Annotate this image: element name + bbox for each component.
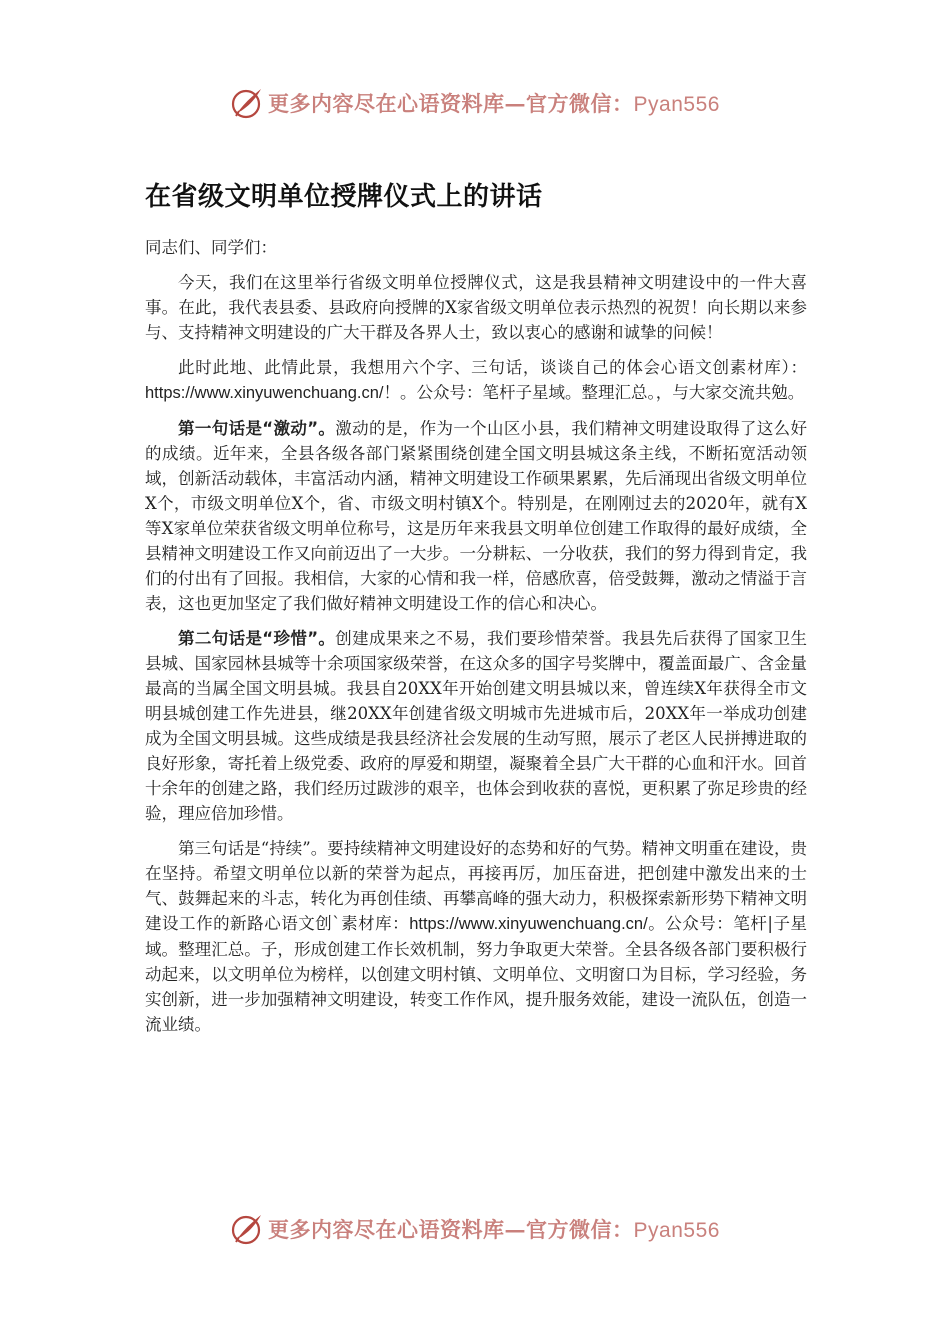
quill-pen-logo-icon [230,1212,264,1246]
document-body [145,176,807,1047]
document-title: 在省级文明单位授牌仪式上的讲话 [145,182,543,212]
paragraph-2: 此时此地、此情此景，我想用六个字、三句话，谈谈自己的体会心语文创素材库）：https://www.xinyuwenchuang.cn/！。公众号：笔杆子星域。整理汇总。，与大家交流共勉。 [145,358,807,402]
wechat-id: Pyan556 [633,93,720,116]
paragraph-5: 第三句话是“持续”。要持续精神文明建设好的态势和好的气势。精神文明重在建设，贵在坚持。希望文明单位以新的荣誉为起点，再接再厉，加压奋进，把创建中激发出来的士气、鼓舞起来的斗志，转化为再创佳绩、再攀高峰的强大动力，积极探索新形势下精神文明建设工作的新路心语文创`素材库：https://www.xinyuwenchuang.cn/。公众号：笔杆|子星域。整理汇总。子，形成创建工作长效机制，努力争取更大荣誉。全县各级各部门要积极行动起来，以文明单位为榜样，以创建文明村镇、文明单位、文明窗口为目标，学习经验，务实创新，进一步加强精神文明建设，转变工作作风，提升服务效能，建设一流队伍，创造一流业绩。 [145,839,808,1034]
salutation: 同志们、同学们： [145,238,277,257]
paragraph-3-lead: 第一句话是“激动”。 [178,419,336,438]
paragraph-4: 第二句话是“珍惜”。创建成果来之不易，我们要珍惜荣誉。我县先后获得了国家卫生县城、国家园林县城等十余项国家级荣誉，在这众多的国字号奖牌中，覆盖面最广、含金量最高的当属全国文明县城。我县自20XX年开始创建文明县城以来，曾连续X年获得全市文明县城创建工作先进县，继20XX年创建省级文明城市先进城市后，20XX年一举成功创建成为全国文明县城。这些成绩是我县经济社会发展的生动写照，展示了老区人民拼搏进取的良好形象，寄托着上级党委、政府的厚爱和期望，凝聚着全县广大干群的心血和汗水。回首十余年的创建之路，我们经历过跋涉的艰辛，也体会到收获的喜悦，更积累了弥足珍贵的经验，理应倍加珍惜。 [145,629,807,823]
source-url: https://www.xinyuwenchuang.cn/ [145,384,384,402]
banner-text: 更多内容尽在心语资料库—官方微信：Pyan556 [268,1217,720,1242]
paragraph-3: 第一句话是“激动”。激动的是，作为一个山区小县，我们精神文明建设取得了这么好的成绩。近年来，全县各级各部门紧紧围绕创建全国文明县城这条主线，不断拓宽活动领域，创新活动载体，丰富活动内涵，精神文明建设工作硕果累累，先后涌现出省级文明单位X个，市级文明单位X个，省、市级文明村镇X个。特别是，在刚刚过去的2020年，就有X等X家单位荣获省级文明单位称号，这是历年来我县文明单位创建工作取得的最好成绩，全县精神文明建设工作又向前迈出了一大步。一分耕耘、一分收获，我们的努力得到肯定，我们的付出有了回报。我相信，大家的心情和我一样，倍感欣喜，倍受鼓舞，激动之情溢于言表，这也更加坚定了我们做好精神文明建设工作的信心和决心。 [145,419,807,613]
footer-banner [0,1212,950,1246]
source-url: https://www.xinyuwenchuang.cn/ [409,915,648,933]
header-banner [0,86,950,120]
paragraph-4-lead: 第二句话是“珍惜”。 [178,629,336,648]
paragraph-1: 今天，我们在这里举行省级文明单位授牌仪式，这是我县精神文明建设中的一件大喜事。在此，我代表县委、县政府向授牌的X家省级文明单位表示热烈的祝贺！向长期以来参与、支持精神文明建设的广大干群及各界人士，致以衷心的感谢和诚挚的问候！ [145,273,807,342]
wechat-id: Pyan556 [633,1219,720,1242]
quill-pen-logo-icon [230,86,264,120]
banner-text: 更多内容尽在心语资料库—官方微信：Pyan556 [268,91,720,116]
